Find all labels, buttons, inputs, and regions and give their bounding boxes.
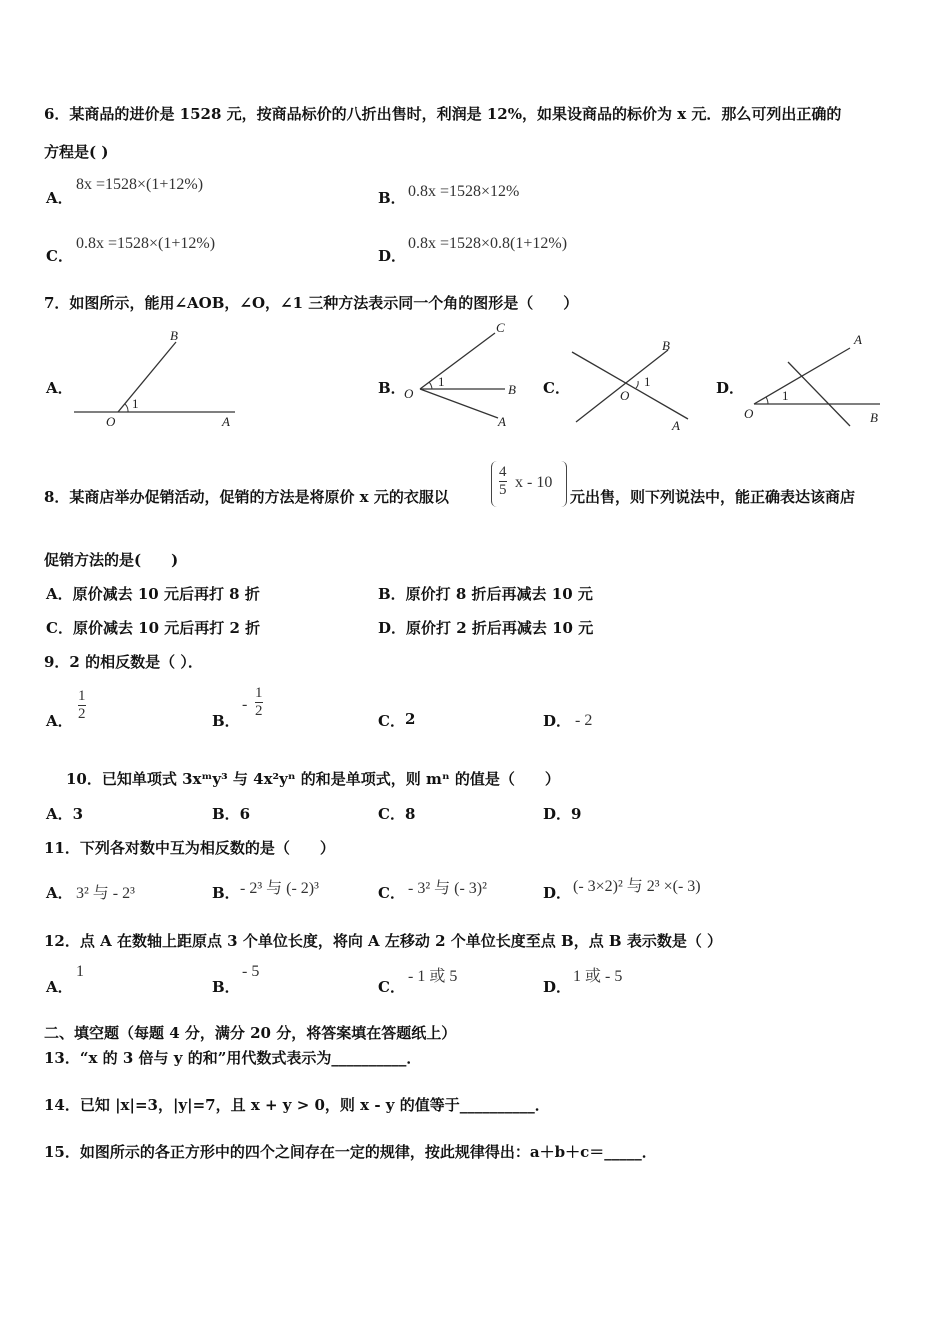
q7-figure-c	[568, 332, 698, 437]
q9-option-a-letter: A．	[46, 712, 73, 730]
q7b-label-b: B	[508, 382, 516, 397]
q7b-label-c: C	[496, 320, 505, 335]
q8-frac-num: 4	[499, 464, 507, 480]
q11-stem: 11．下列各对数中互为相反数的是（ ）	[44, 839, 335, 857]
q8-option-c: C．原价减去 10 元后再打 2 折	[46, 619, 261, 637]
q10-option-b: B．6	[212, 805, 251, 823]
q8-option-d: D．原价打 2 折后再减去 10 元	[378, 619, 594, 637]
q7c-label-b: B	[662, 338, 670, 353]
q7a-label-b: B	[170, 328, 178, 343]
q11-option-a-letter: A．	[46, 884, 73, 902]
q7c-label-a: A	[672, 418, 680, 433]
q7c-label-1: 1	[644, 374, 651, 389]
q6-stem-line1: 6．某商品的进价是 1528 元，按商品标价的八折出售时，利润是 12%，如果设商品的标价为 x 元．那么可列出正确的	[44, 105, 842, 123]
q11-option-d-letter: D．	[543, 884, 572, 902]
q8-stem-line2: 促销方法的是( )	[44, 551, 179, 569]
q6-option-b-expr: 0.8x =1528×12%	[408, 183, 520, 200]
q7b-label-1: 1	[438, 374, 445, 389]
q9-option-b-fraction	[255, 685, 263, 720]
q8-stem-prefix: 8．某商店举办促销活动，促销的方法是将原价 x 元的衣服以	[44, 488, 449, 506]
q6-option-d-letter: D．	[378, 247, 407, 265]
q6-stem-line2: 方程是( )	[44, 143, 109, 161]
q9-option-b-sign: -	[242, 696, 248, 713]
q11-option-d-expr: (- 3×2)² 与 2³ ×(- 3)	[573, 878, 701, 895]
q9a-num: 1	[78, 688, 86, 704]
q15-stem: 15．如图所示的各正方形中的四个之间存在一定的规律，按此规律得出：a＋b＋c＝_____．	[44, 1143, 657, 1161]
q9-option-c-letter: C．	[378, 712, 405, 730]
q6-option-a-letter: A．	[46, 189, 73, 207]
q7d-label-a: A	[854, 332, 862, 347]
q8-stem-suffix: 元出售，则下列说法中，能正确表达该商店	[570, 488, 856, 506]
q7-option-c-letter: C．	[543, 379, 570, 397]
q10-option-c: C．8	[378, 805, 416, 823]
q9-stem: 9．2 的相反数是（ ）．	[44, 653, 203, 671]
q8-expr-tail: x - 10	[515, 474, 553, 491]
q12-option-a-letter: A．	[46, 978, 73, 996]
q7-figure-d	[740, 326, 890, 431]
q6-option-a-expr: 8x =1528×(1+12%)	[76, 176, 204, 193]
q9b-den: 2	[255, 703, 263, 719]
q7-option-a-letter: A．	[46, 379, 73, 397]
q12-option-b-letter: B．	[212, 978, 240, 996]
q12-option-a-value: 1	[76, 963, 84, 980]
q12-option-d-letter: D．	[543, 978, 572, 996]
q11-option-b-letter: B．	[212, 884, 240, 902]
q7-option-b-letter: B．	[378, 379, 406, 397]
q12-option-c-value: - 1 或 5	[408, 968, 458, 985]
q7d-label-o: O	[744, 406, 754, 421]
q8-frac-den: 5	[499, 482, 507, 498]
q7a-label-a: A	[222, 414, 230, 429]
q7b-label-a: A	[498, 414, 506, 429]
q9-option-d-letter: D．	[543, 712, 572, 730]
q9b-num: 1	[255, 685, 263, 701]
q7d-label-b: B	[870, 410, 878, 425]
q13-stem: 13．“x 的 3 倍与 y 的和”用代数式表示为__________．	[44, 1049, 422, 1067]
q10-stem: 10．已知单项式 3xᵐy³ 与 4x²yⁿ 的和是单项式，则 mⁿ 的值是（ ）	[66, 770, 560, 788]
q9a-den: 2	[78, 706, 86, 722]
q9-option-d-value: - 2	[575, 712, 593, 729]
section2-heading: 二、填空题（每题 4 分，满分 20 分，将答案填在答题纸上）	[44, 1024, 457, 1042]
q9-option-b-letter: B．	[212, 712, 240, 730]
q7a-label-o: O	[106, 414, 116, 429]
q6-option-c-expr: 0.8x =1528×(1+12%)	[76, 235, 216, 252]
q7a-label-1: 1	[132, 396, 139, 411]
q12-option-b-value: - 5	[242, 963, 260, 980]
q8-fraction	[499, 464, 507, 499]
q12-stem: 12．点 A 在数轴上距原点 3 个单位长度，将向 A 左移动 2 个单位长度至点 B，点 B 表示数是（ ）	[44, 932, 723, 950]
q9-option-c-value: 2	[405, 710, 416, 728]
q7c-label-o: O	[620, 388, 630, 403]
q14-stem: 14．已知 |x|=3，|y|=7，且 x + y > 0，则 x - y 的值等于__________．	[44, 1096, 550, 1114]
q8-option-b: B．原价打 8 折后再减去 10 元	[378, 585, 593, 603]
q8-option-a: A．原价减去 10 元后再打 8 折	[46, 585, 260, 603]
q10-option-d: D．9	[543, 805, 582, 823]
q7-stem: 7．如图所示，能用∠AOB，∠O，∠1 三种方法表示同一个角的图形是（ ）	[44, 294, 579, 312]
q9-option-a-fraction	[78, 688, 86, 723]
q11-option-b-expr: - 2³ 与 (- 2)³	[240, 880, 319, 897]
q11-option-c-letter: C．	[378, 884, 405, 902]
q10-option-a: A．3	[46, 805, 84, 823]
q7b-label-o: O	[404, 386, 414, 401]
q7-figure-b	[400, 318, 525, 433]
q11-option-c-expr: - 3² 与 (- 3)²	[408, 880, 487, 897]
q6-option-b-letter: B．	[378, 189, 406, 207]
q7d-label-1: 1	[782, 388, 789, 403]
q7-figure-a	[70, 322, 245, 434]
q12-option-d-value: 1 或 - 5	[573, 968, 623, 985]
q12-option-c-letter: C．	[378, 978, 405, 996]
q7-option-d-letter: D．	[716, 379, 745, 397]
q11-option-a-expr: 3² 与 - 2³	[76, 885, 135, 902]
q6-option-c-letter: C．	[46, 247, 73, 265]
q6-option-d-expr: 0.8x =1528×0.8(1+12%)	[408, 235, 568, 252]
